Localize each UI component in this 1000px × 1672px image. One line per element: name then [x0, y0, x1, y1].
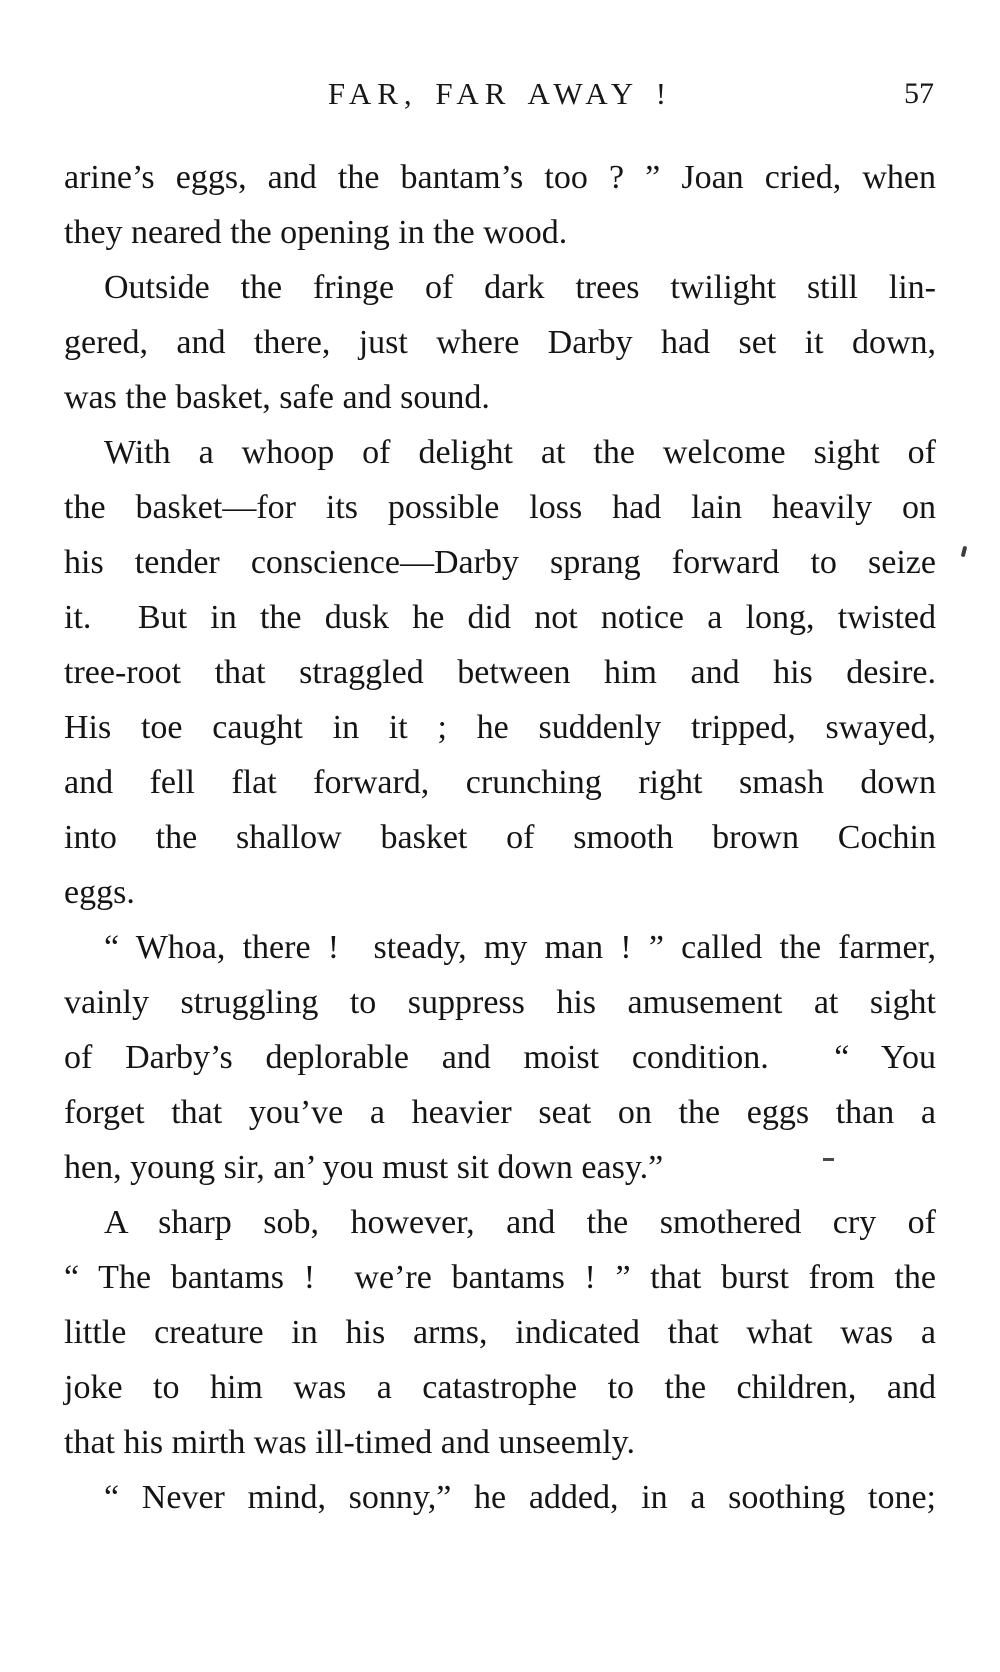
text-line: “ The bantams ! we’re bantams ! ” that burst from the [64, 1259, 936, 1296]
text-line: “ Never mind, sonny,” he added, in a soothing tone; [104, 1479, 936, 1516]
text-line: little creature in his arms, indicated that what was a [64, 1314, 936, 1351]
text-line: tree-root that straggled between him and his desire. [64, 654, 936, 691]
text-line: it. But in the dusk he did not notice a long, twisted [64, 599, 936, 636]
text-line: into the shallow basket of smooth brown Cochin [64, 819, 936, 856]
running-header-title: FAR, FAR AWAY ! [327, 76, 673, 111]
text-line: With a whoop of delight at the welcome sight of [104, 434, 936, 471]
text-line: was the basket, safe and sound. [64, 379, 490, 416]
scan-artifact [961, 546, 968, 558]
text-line: vainly struggling to suppress his amusement at sight [64, 984, 936, 1021]
paragraph [64, 150, 936, 260]
paragraph [64, 1195, 936, 1470]
text-line: “ Whoa, there ! steady, my man ! ” called the farmer, [104, 929, 936, 966]
text-line: Outside the fringe of dark trees twilight still lin- [104, 269, 936, 306]
scan-artifact [823, 1158, 834, 1161]
page-number: 57 [904, 77, 934, 110]
text-line: joke to him was a catastrophe to the children, and [64, 1369, 936, 1406]
paragraph [64, 920, 936, 1195]
text-line: and fell flat forward, crunching right smash down [64, 764, 936, 801]
paragraph [64, 1470, 936, 1525]
text-line: hen, young sir, an’ you must sit down easy.” [64, 1149, 664, 1186]
text-line: that his mirth was ill-timed and unseemly. [64, 1424, 635, 1461]
text-line: they neared the opening in the wood. [64, 214, 568, 251]
text-line: forget that you’ve a heavier seat on the eggs than a [64, 1094, 936, 1131]
text-line: gered, and there, just where Darby had set it down, [64, 324, 936, 361]
text-line: A sharp sob, however, and the smothered cry of [104, 1204, 936, 1241]
text-line: His toe caught in it ; he suddenly tripped, swayed, [64, 709, 936, 746]
paragraph [64, 260, 936, 425]
text-line: of Darby’s deplorable and moist condition. “ You [64, 1039, 936, 1076]
text-line: his tender conscience—Darby sprang forward to seize [64, 544, 936, 581]
paragraph [64, 425, 936, 920]
text-line: the basket—for its possible loss had lain heavily on [64, 489, 936, 526]
page-header [64, 76, 936, 120]
body-text [64, 150, 936, 1525]
text-line: eggs. [64, 874, 135, 911]
text-line: arine’s eggs, and the bantam’s too ? ” Joan cried, when [64, 159, 936, 196]
